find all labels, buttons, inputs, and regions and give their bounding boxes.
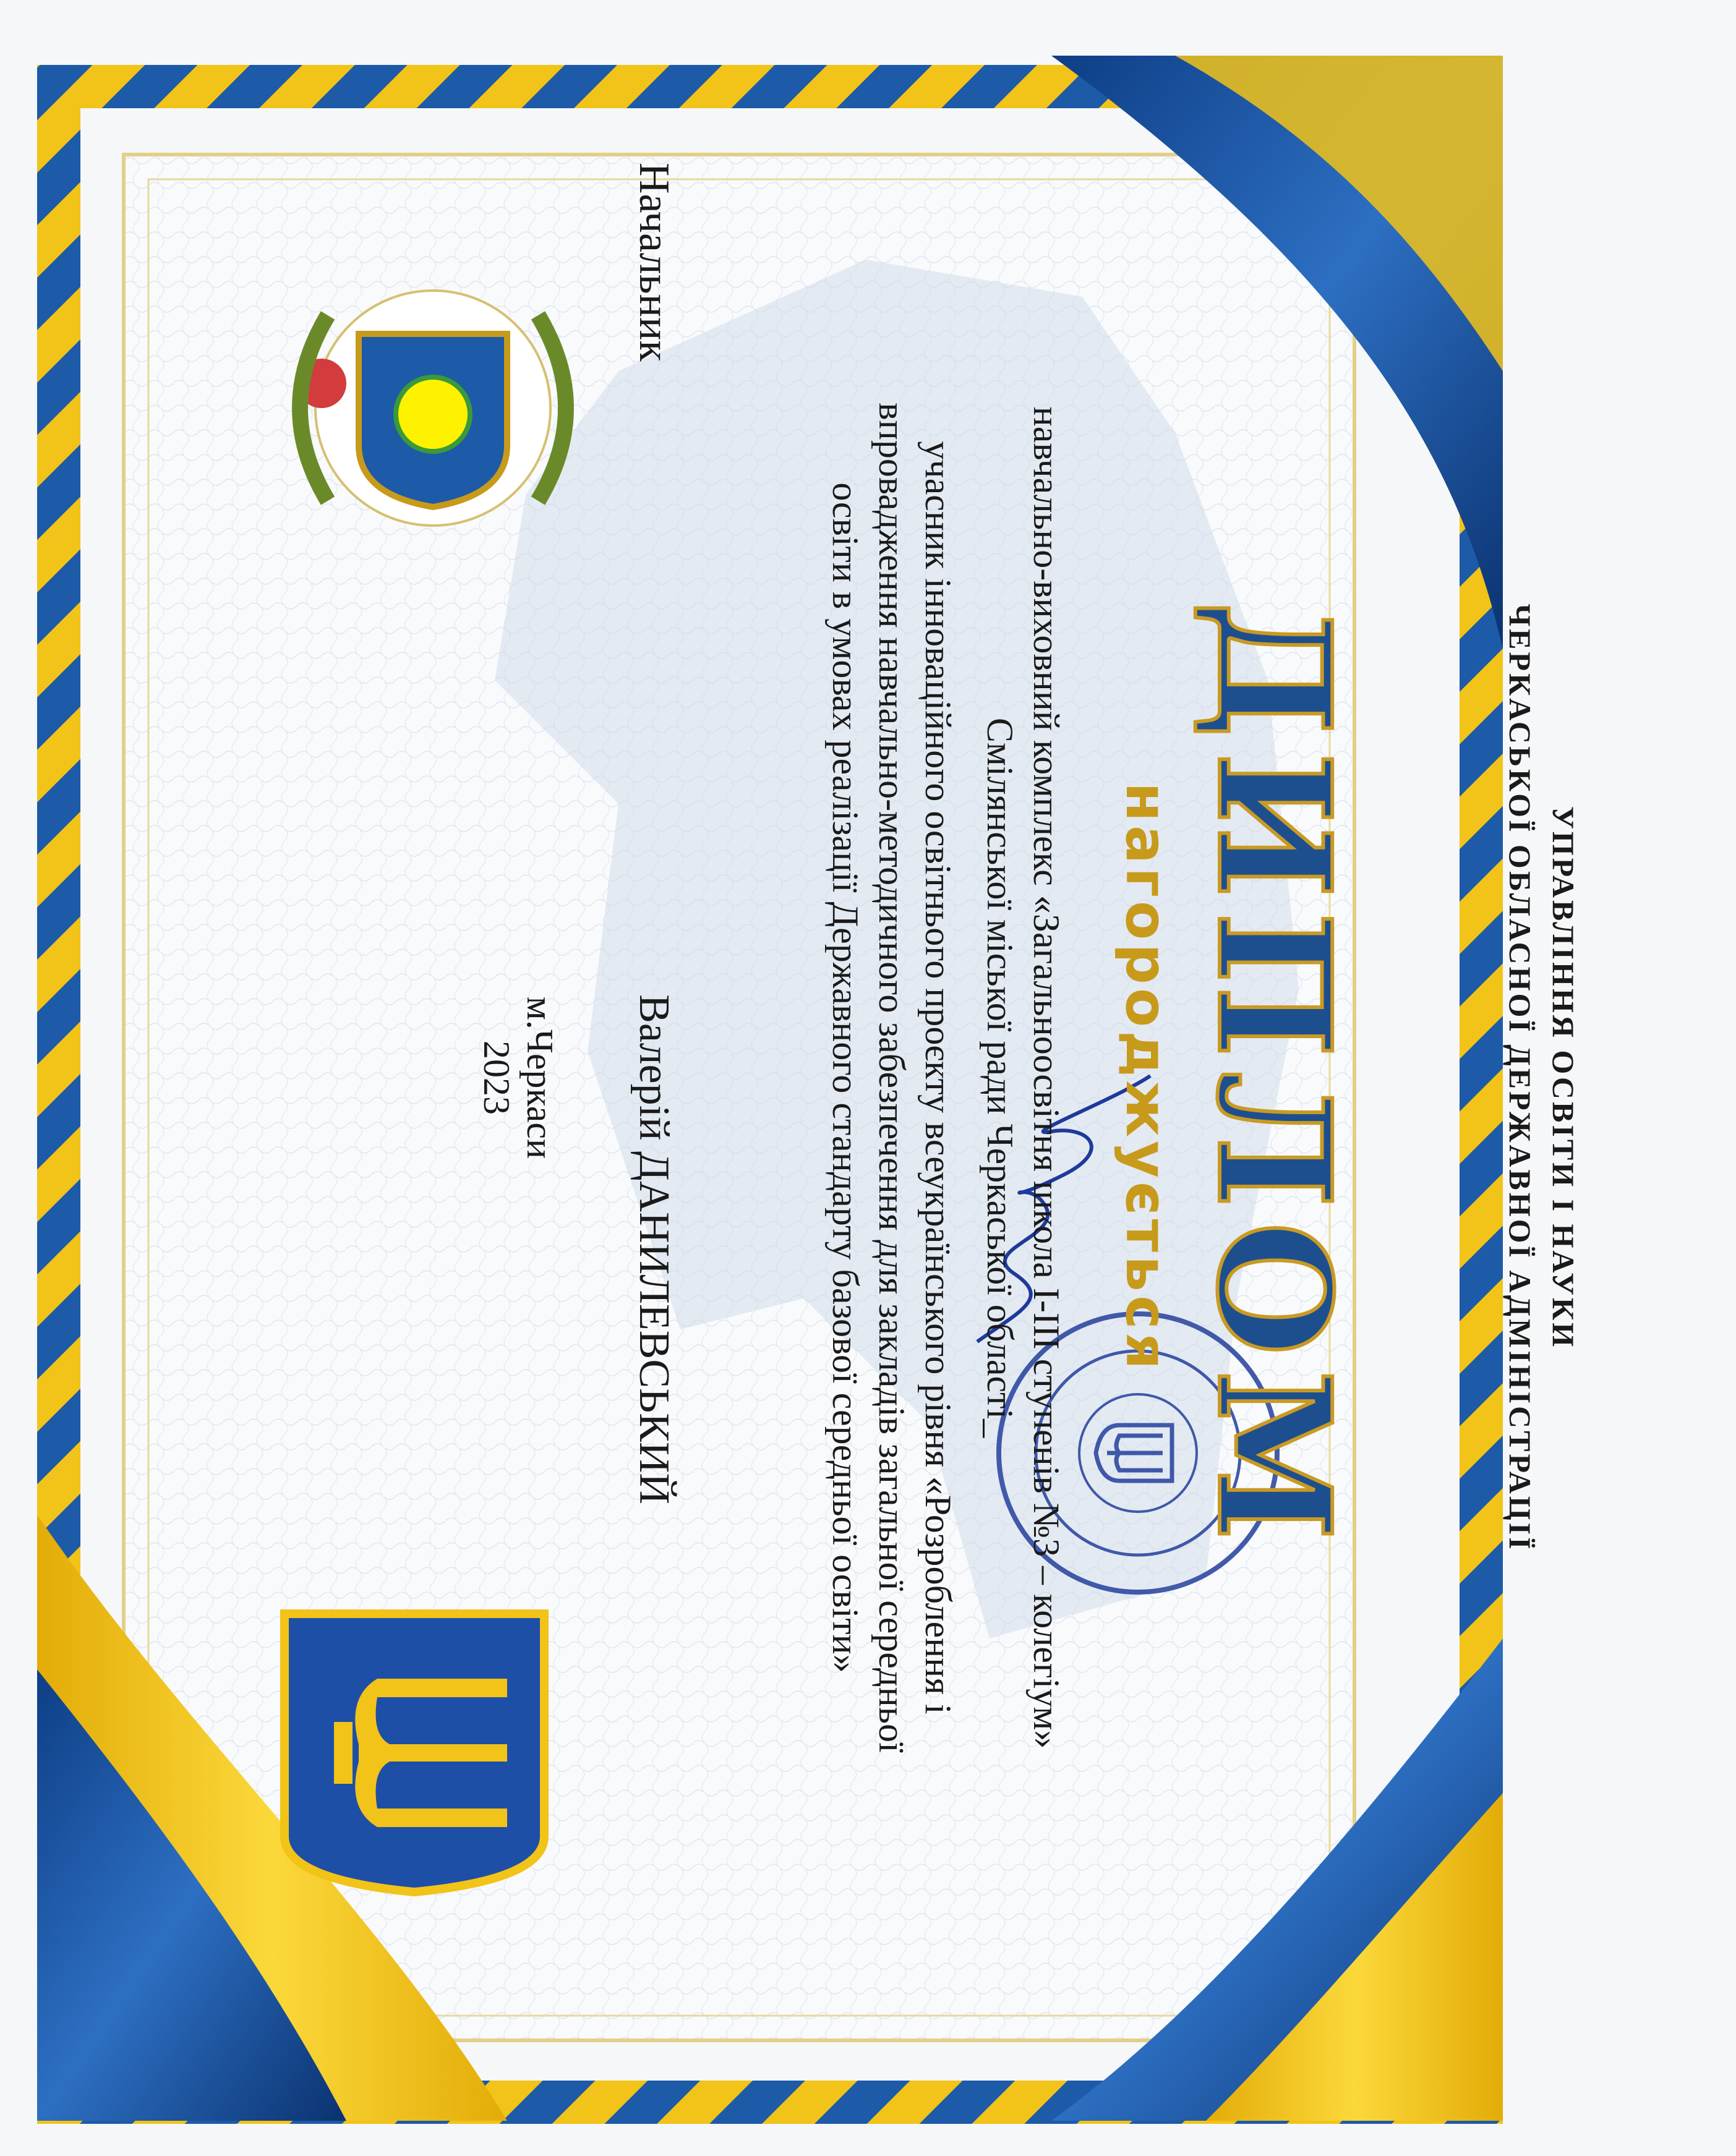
signatory-position: Начальник <box>630 163 678 362</box>
header-line-1: УПРАВЛІННЯ ОСВІТИ І НАУКИ <box>1546 806 1581 1349</box>
signatory-name: Валерій ДАНИЛЕВСЬКИЙ <box>630 994 678 1504</box>
reason-line-2: впровадження навчально-методичного забезпечення для закладів загальної середньої <box>871 403 912 1753</box>
recipient-line-2: Смілянської міської ради Черкаської області_ <box>980 717 1020 1438</box>
place: м.Черкаси <box>520 996 560 1159</box>
recipient-line-1: навчально-виховний комплекс «Загальноосвітня школа І-ІІІ ступенів №3 – колегіум» <box>1026 406 1067 1749</box>
reason-line-3: освіти в умовах реалізації Державного стандарту базової середньої освіти» <box>825 482 866 1673</box>
diploma-title: ДИПЛОМ <box>1183 600 1365 1555</box>
diploma-text-layer <box>425 107 1736 2048</box>
year: 2023 <box>476 1041 517 1115</box>
diploma-subtitle: нагороджується <box>1113 782 1179 1373</box>
reason-line-1: учасник інноваційного освітнього проєкту всеукраїнського рівня «Розроблення і <box>918 441 959 1715</box>
header-line-2: ЧЕРКАСЬКОЇ ОБЛАСНОЇ ДЕРЖАВНОЇ АДМІНІСТРАЦІЇ <box>1503 603 1537 1552</box>
